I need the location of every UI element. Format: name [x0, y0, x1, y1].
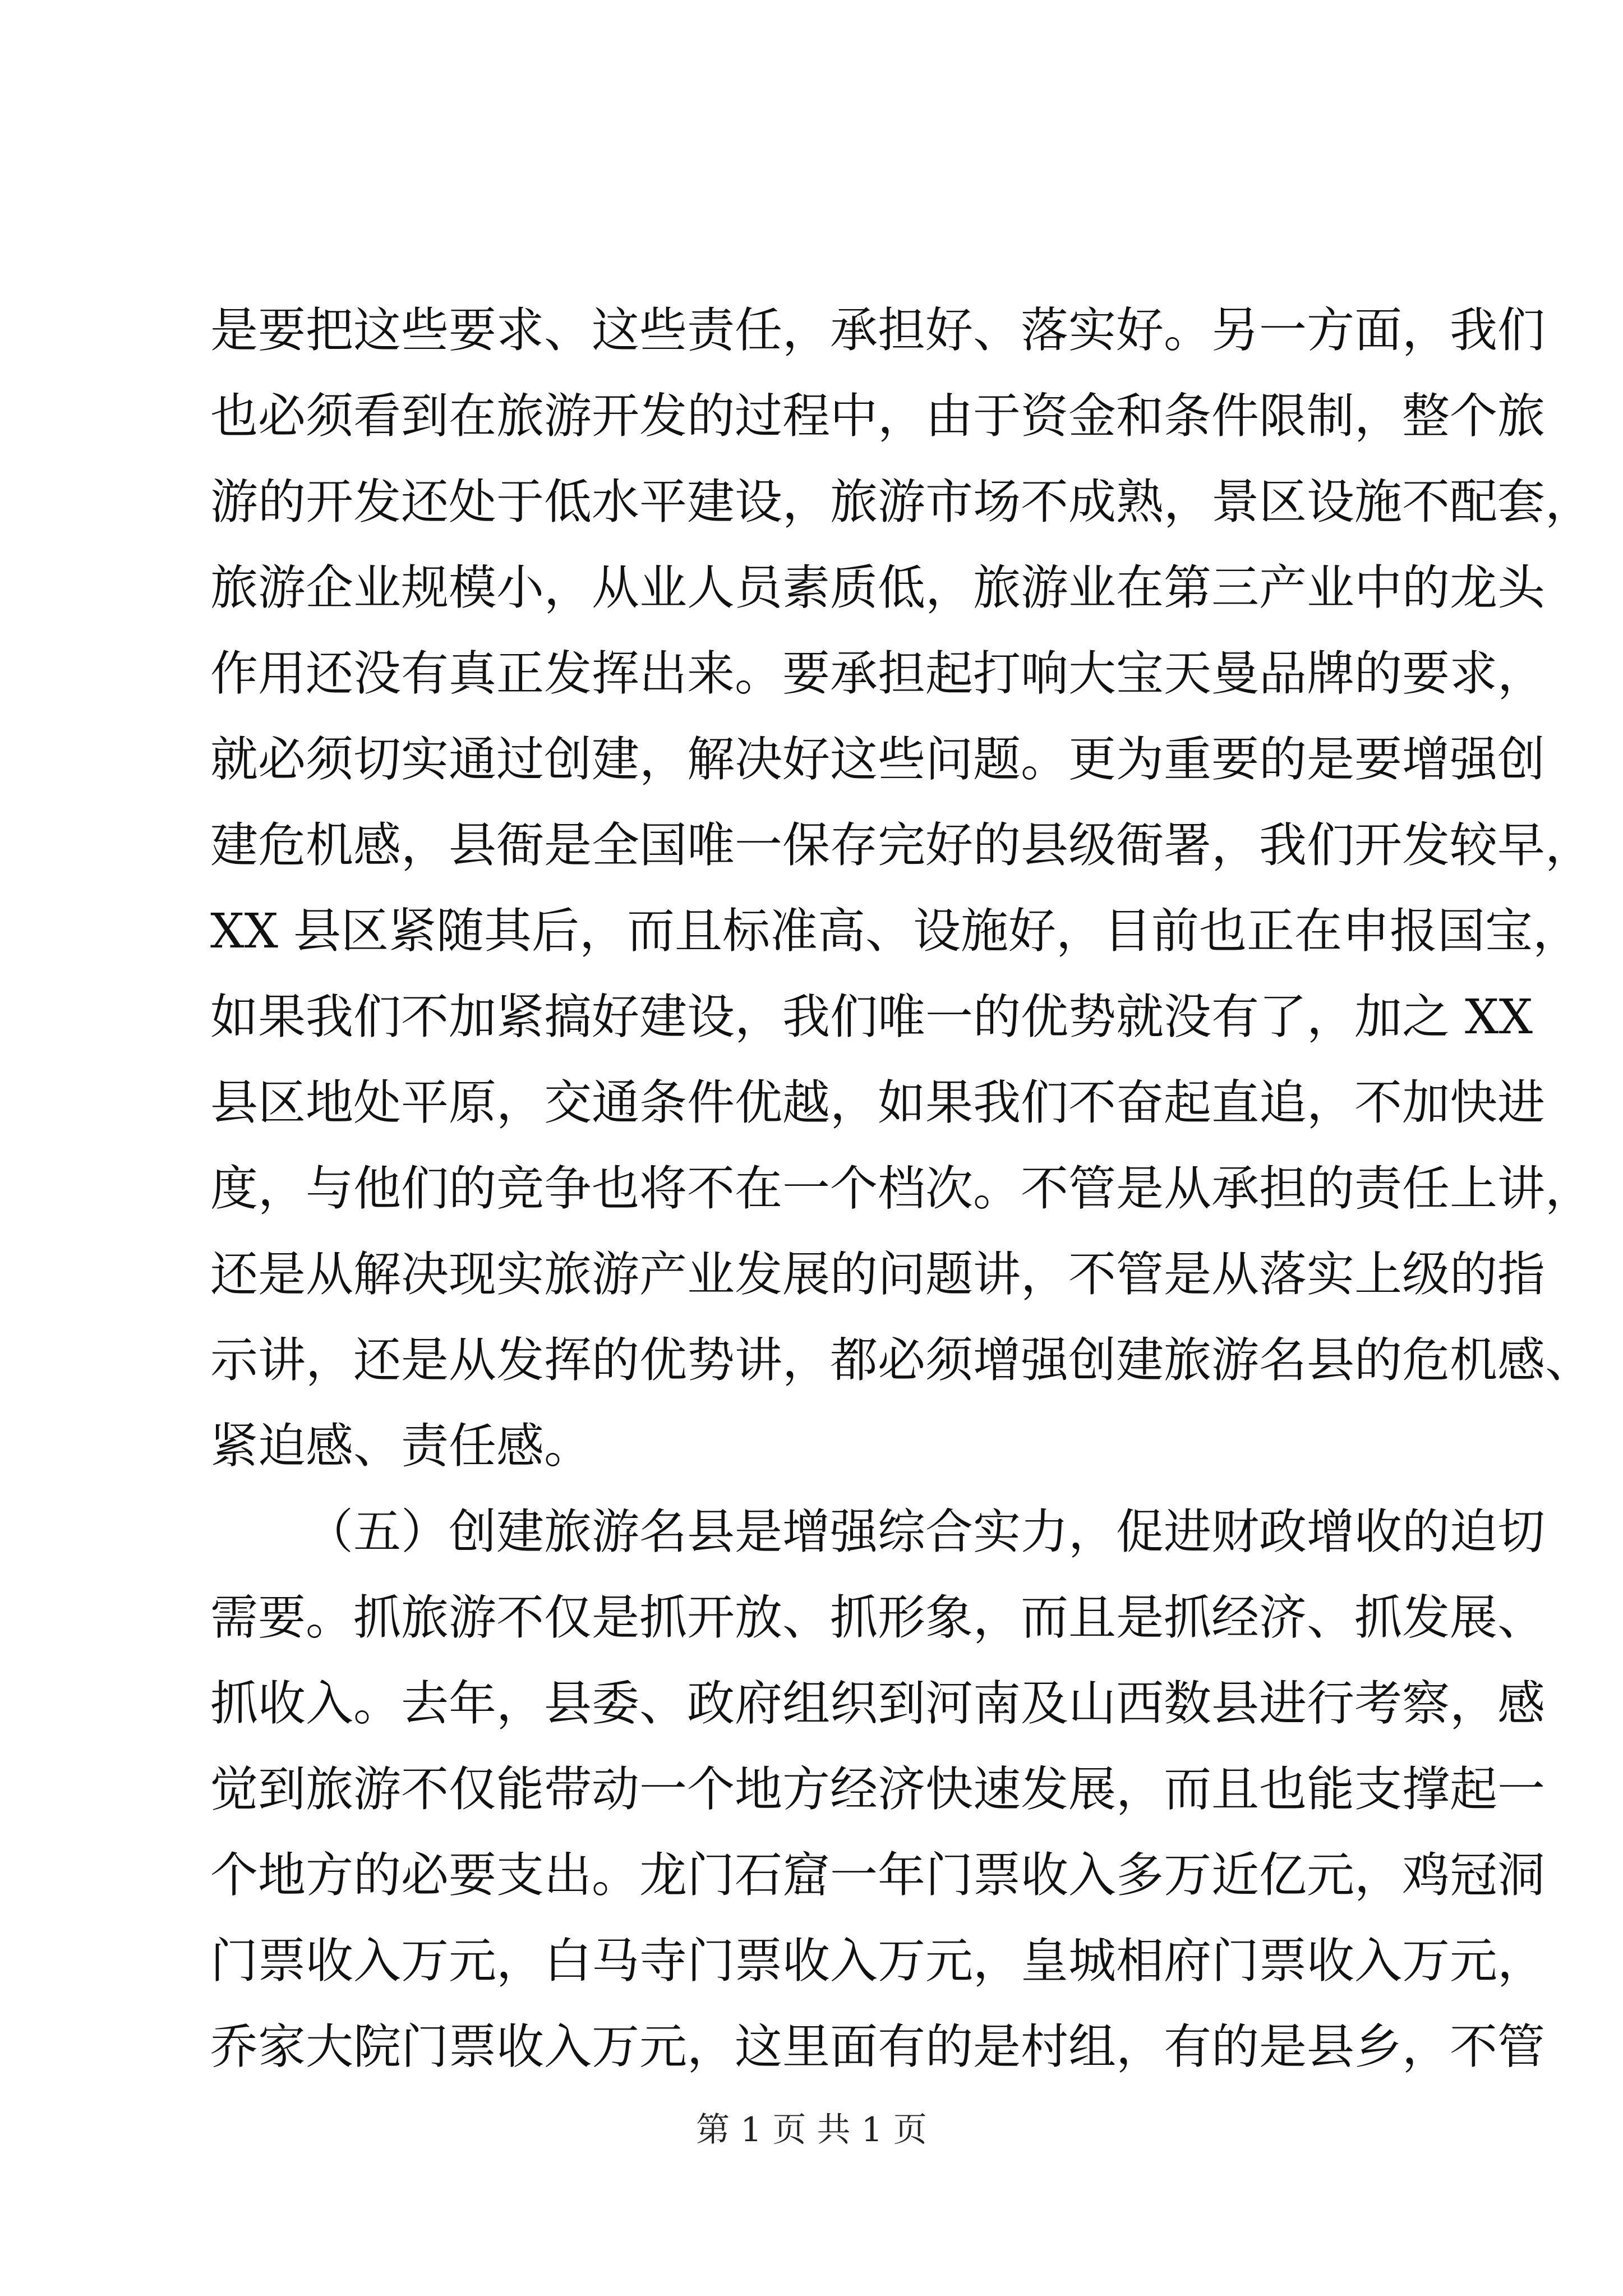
paragraph-1-line-12: 还是从解决现实旅游产业发展的问题讲，不管是从落实上级的指: [210, 1247, 1546, 1303]
paragraph-1-line-11: 度，与他们的竞争也将不在一个档次。不管是从承担的责任上讲，: [210, 1161, 1593, 1217]
paragraph-1-line-4: 旅游企业规模小，从业人员素质低，旅游业在第三产业中的龙头: [210, 560, 1546, 616]
paragraph-2-line-3: 抓收入。去年，县委、政府组织到河南及山西数县进行考察，感: [210, 1676, 1546, 1732]
paragraph-1-line-5: 作用还没有真正发挥出来。要承担起打响大宝天曼品牌的要求，: [210, 646, 1546, 702]
paragraph-2-line-4: 觉到旅游不仅能带动一个地方经济快速发展，而且也能支撑起一: [210, 1762, 1546, 1818]
paragraph-1-line-14: 紧迫感、责任感。: [210, 1419, 592, 1474]
paragraph-1-line-9: 如果我们不加紧搞好建设，我们唯一的优势就没有了，加之 XX: [210, 990, 1533, 1045]
paragraph-1-line-2: 也必须看到在旅游开发的过程中，由于资金和条件限制，整个旅: [210, 389, 1546, 444]
paragraph-1-line-3: 游的开发还处于低水平建设，旅游市场不成熟，景区设施不配套，: [210, 475, 1593, 530]
paragraph-2-line-2: 需要。抓旅游不仅是抓开放、抓形象，而且是抓经济、抓发展、: [210, 1590, 1546, 1646]
paragraph-1-line-6: 就必须切实通过创建，解决好这些问题。更为重要的是要增强创: [210, 732, 1546, 788]
paragraph-1-line-10: 县区地处平原，交通条件优越，如果我们不奋起直追，不加快进: [210, 1075, 1546, 1131]
paragraph-1-line-8: XX 县区紧随其后，而且标准高、设施好，目前也正在申报国宝，: [210, 904, 1581, 959]
paragraph-1-line-1: 是要把这些要求、这些责任，承担好、落实好。另一方面，我们: [210, 303, 1546, 358]
paragraph-1-line-13: 示讲，还是从发挥的优势讲，都必须增强创建旅游名县的危机感、: [210, 1333, 1593, 1388]
page-footer: 第 1 页 共 1 页: [696, 2110, 927, 2150]
paragraph-1-line-7: 建危机感，县衙是全国唯一保存完好的县级衙署，我们开发较早，: [210, 818, 1593, 873]
paragraph-2-line-5: 个地方的必要支出。龙门石窟一年门票收入多万近亿元，鸡冠洞: [210, 1848, 1546, 1903]
paragraph-2-line-6: 门票收入万元，白马寺门票收入万元，皇城相府门票收入万元，: [210, 1934, 1546, 1989]
paragraph-2-line-1: （五）创建旅游名县是增强综合实力，促进财政增收的迫切: [306, 1504, 1546, 1560]
paragraph-2-line-7: 乔家大院门票收入万元，这里面有的是村组，有的是县乡，不管: [210, 2019, 1546, 2075]
